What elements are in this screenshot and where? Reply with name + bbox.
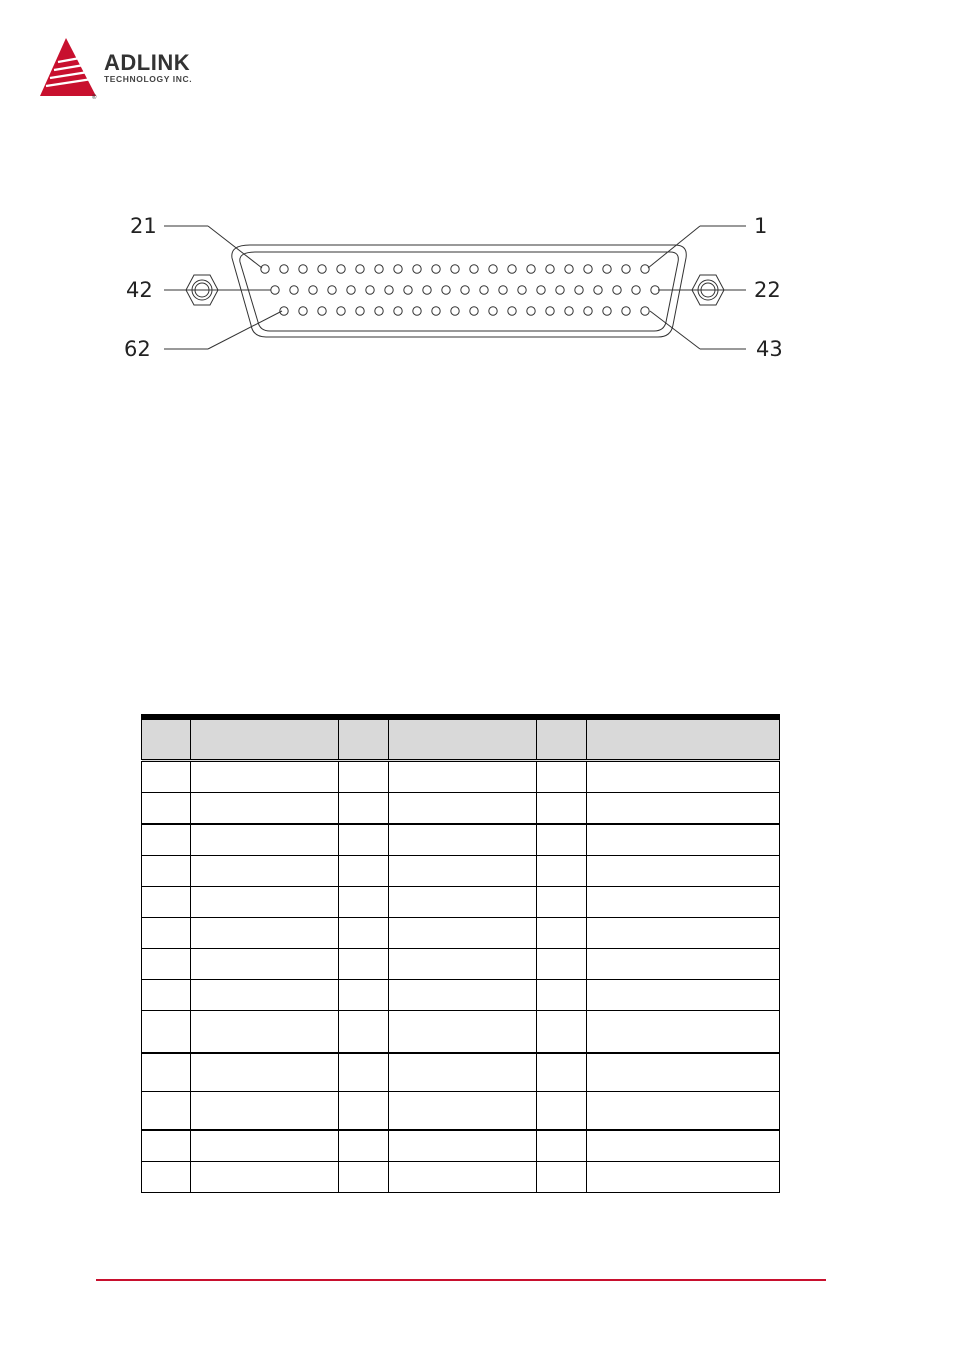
table-cell	[339, 980, 389, 1011]
table-cell	[537, 980, 587, 1011]
connector-pin	[508, 307, 516, 315]
table-cell	[587, 949, 780, 980]
connector-pin	[632, 286, 640, 294]
pin-label-21: 21	[130, 214, 157, 238]
table-cell	[339, 949, 389, 980]
table-cell	[191, 1053, 339, 1092]
table-cell	[389, 793, 537, 825]
table-cell	[537, 793, 587, 825]
connector-pin	[489, 265, 497, 273]
table-cell	[587, 887, 780, 918]
table-cell	[142, 1130, 191, 1162]
connector-pin	[499, 286, 507, 294]
table-cell	[389, 1162, 537, 1193]
table-cell	[537, 1011, 587, 1054]
connector-pin	[356, 307, 364, 315]
header-cell	[142, 717, 191, 761]
pin-label-42: 42	[126, 278, 153, 302]
connector-pin	[318, 307, 326, 315]
table-cell	[587, 1162, 780, 1193]
table-cell	[191, 856, 339, 887]
connector-pin	[480, 286, 488, 294]
table-header-row	[142, 717, 780, 761]
table-cell	[389, 980, 537, 1011]
connector-pin	[423, 286, 431, 294]
logo-name: ADLINK	[104, 50, 191, 75]
table-cell	[191, 949, 339, 980]
connector-pin	[271, 286, 279, 294]
connector-pin	[613, 286, 621, 294]
table-cell	[537, 761, 587, 793]
connector-pin	[451, 265, 459, 273]
connector-pin	[470, 307, 478, 315]
table-cell	[389, 949, 537, 980]
pin-label-62: 62	[124, 337, 151, 361]
adlink-triangle-icon	[38, 36, 100, 100]
connector-pin	[337, 307, 345, 315]
table-cell	[537, 1053, 587, 1092]
header-cell	[339, 717, 389, 761]
table-row	[142, 1162, 780, 1193]
connector-pin	[432, 265, 440, 273]
connector-pin	[527, 307, 535, 315]
table-cell	[389, 918, 537, 949]
connector-pin	[470, 265, 478, 273]
connector-pin	[594, 286, 602, 294]
table-cell	[587, 824, 780, 856]
table-cell	[389, 824, 537, 856]
table-cell	[191, 824, 339, 856]
connector-pin	[366, 286, 374, 294]
table-cell	[142, 793, 191, 825]
table-cell	[537, 887, 587, 918]
table-cell	[191, 1092, 339, 1131]
table-cell	[389, 1053, 537, 1092]
connector-pin	[451, 307, 459, 315]
connector-pin	[413, 265, 421, 273]
table-cell	[537, 856, 587, 887]
pin-assignment-table	[141, 714, 780, 1193]
table-cell	[142, 1092, 191, 1131]
connector-pin	[280, 265, 288, 273]
table-cell	[339, 761, 389, 793]
table-cell	[142, 1053, 191, 1092]
connector-pin	[309, 286, 317, 294]
connector-pin	[347, 286, 355, 294]
table-cell	[142, 1162, 191, 1193]
table-cell	[537, 1130, 587, 1162]
connector-pin	[518, 286, 526, 294]
connector-pins	[261, 265, 659, 315]
table-cell	[191, 1130, 339, 1162]
connector-pin	[290, 286, 298, 294]
connector-pin	[385, 286, 393, 294]
table-cell	[587, 761, 780, 793]
table-row	[142, 824, 780, 856]
connector-pin	[413, 307, 421, 315]
connector-pin	[508, 265, 516, 273]
connector-pin	[337, 265, 345, 273]
table-cell	[339, 1092, 389, 1131]
table-cell	[339, 793, 389, 825]
connector-pin	[356, 265, 364, 273]
table-cell	[587, 856, 780, 887]
connector-pin	[546, 307, 554, 315]
connector-pin	[603, 265, 611, 273]
table-row	[142, 1053, 780, 1092]
table-row	[142, 918, 780, 949]
connector-pin	[328, 286, 336, 294]
table-cell	[339, 918, 389, 949]
table-cell	[191, 1162, 339, 1193]
table-cell	[142, 887, 191, 918]
table-cell	[339, 1162, 389, 1193]
table-row	[142, 1130, 780, 1162]
table-row	[142, 856, 780, 887]
connector-pin	[584, 265, 592, 273]
connector-pin	[565, 307, 573, 315]
table-cell	[389, 1092, 537, 1131]
registered-mark: ®	[92, 95, 97, 100]
connector-shell	[232, 245, 686, 337]
connector-pin	[375, 307, 383, 315]
connector-pin	[556, 286, 564, 294]
table-cell	[389, 1130, 537, 1162]
connector-pin	[375, 265, 383, 273]
table-row	[142, 793, 780, 825]
table-cell	[537, 1092, 587, 1131]
connector-pin	[622, 307, 630, 315]
table-cell	[537, 824, 587, 856]
adlink-logo	[38, 36, 238, 100]
connector-pin	[404, 286, 412, 294]
table-cell	[587, 1130, 780, 1162]
footer-rule	[96, 1279, 826, 1281]
connector-pin	[461, 286, 469, 294]
connector-pin	[641, 265, 649, 273]
table-cell	[389, 887, 537, 918]
table-row	[142, 887, 780, 918]
connector-pin	[603, 307, 611, 315]
connector-pin	[442, 286, 450, 294]
table-cell	[191, 918, 339, 949]
table-cell	[191, 793, 339, 825]
header-cell	[191, 717, 339, 761]
table-cell	[587, 1092, 780, 1131]
connector-pin	[565, 265, 573, 273]
table-row	[142, 949, 780, 980]
logo-subtitle: TECHNOLOGY INC.	[104, 74, 193, 84]
pin-label-22: 22	[754, 278, 781, 302]
table-cell	[339, 1053, 389, 1092]
table-cell	[191, 761, 339, 793]
table-cell	[537, 949, 587, 980]
table-row	[142, 761, 780, 793]
connector-pin	[584, 307, 592, 315]
table-cell	[339, 887, 389, 918]
table-cell	[142, 980, 191, 1011]
connector-pin	[546, 265, 554, 273]
connector-pin	[622, 265, 630, 273]
connector-pin	[394, 265, 402, 273]
table-cell	[339, 1130, 389, 1162]
table-cell	[142, 918, 191, 949]
table-cell	[339, 824, 389, 856]
table-cell	[191, 980, 339, 1011]
table-cell	[142, 949, 191, 980]
table-cell	[587, 980, 780, 1011]
connector-pin	[261, 265, 269, 273]
table-cell	[587, 793, 780, 825]
connector-pin	[432, 307, 440, 315]
header-cell	[587, 717, 780, 761]
table-cell	[537, 918, 587, 949]
table-cell	[537, 1162, 587, 1193]
table-cell	[142, 856, 191, 887]
table-cell	[142, 824, 191, 856]
table-cell	[191, 1011, 339, 1054]
table-row	[142, 980, 780, 1011]
table-cell	[142, 1011, 191, 1054]
table-row	[142, 1011, 780, 1054]
table-cell	[587, 1053, 780, 1092]
connector-pinout-diagram	[110, 200, 810, 370]
table-cell	[339, 1011, 389, 1054]
table-cell	[142, 761, 191, 793]
connector-pin	[299, 265, 307, 273]
connector-pin	[318, 265, 326, 273]
table-cell	[587, 918, 780, 949]
table-cell	[389, 761, 537, 793]
pin-label-43: 43	[756, 337, 783, 361]
header-cell	[537, 717, 587, 761]
connector-pin	[537, 286, 545, 294]
table-cell	[587, 1011, 780, 1054]
connector-pin	[489, 307, 497, 315]
connector-pin	[641, 307, 649, 315]
connector-pin	[575, 286, 583, 294]
table-row	[142, 1092, 780, 1131]
connector-pin	[299, 307, 307, 315]
table-cell	[389, 1011, 537, 1054]
connector-pin	[651, 286, 659, 294]
table-cell	[339, 856, 389, 887]
connector-pin	[394, 307, 402, 315]
table-cell	[191, 887, 339, 918]
connector-pin	[527, 265, 535, 273]
pin-label-1: 1	[754, 214, 768, 238]
header-cell	[389, 717, 537, 761]
table-cell	[389, 856, 537, 887]
